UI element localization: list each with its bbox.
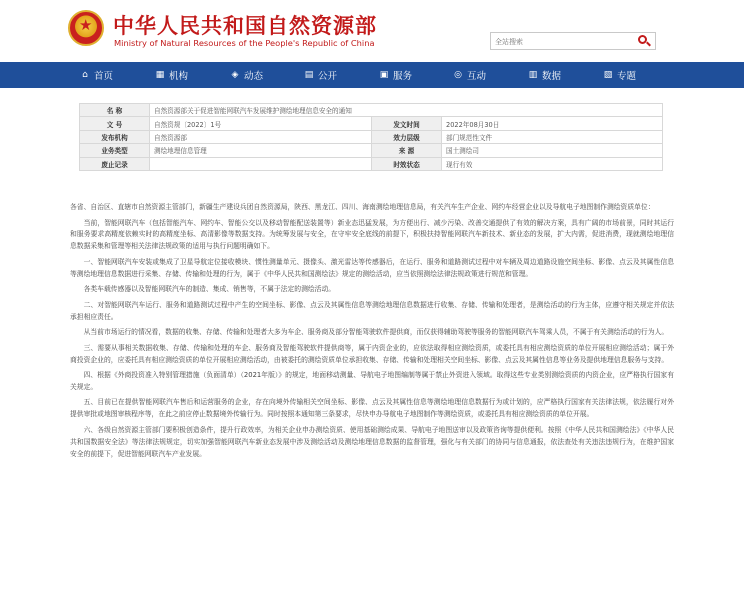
nav-item-label: 公开 [318, 71, 338, 82]
abolish-value [150, 157, 372, 170]
chart-icon: ▥ [528, 70, 538, 80]
nav-item-label: 互动 [467, 71, 487, 82]
nav-item-label: 专题 [617, 71, 637, 82]
search-input[interactable] [495, 35, 625, 48]
body-paragraph: 三、需要从事相关数据收集、存储、传输和处理的车企、服务商及智能驾驶软件提供商等，属于内资企业的，应依法取得相应测绘资质，或委托具有相应测绘资质的单位开展相应测绘活动；属于外商投资企业的，应委托具有相应测绘资质的单位开展相应测绘活动，由被委托的测绘资质单位承担收集、存储、传输和处理相关空间坐标、影像、点云及其属性信息等业务及提供地理信息服务与支持。 [70, 343, 674, 364]
table-row [80, 117, 663, 130]
site-subtitle: Ministry of Natural Resources of the People's Republic of China [114, 38, 375, 48]
source-label: 来 源 [372, 144, 442, 157]
addressee-paragraph: 各省、自治区、直辖市自然资源主管部门，新疆生产建设兵团自然资源局，陕西、黑龙江、四川、海南测绘地理信息局，有关汽车生产企业、网约车经营企业以及导航电子地图制作测绘资质单位： [70, 203, 655, 211]
doc-no-value: 自然资规〔2022〕1号 [150, 117, 372, 130]
body-paragraph: 二、对智能网联汽车运行、服务和道路测试过程中产生的空间坐标、影像、点云及其属性信息等测绘地理信息数据进行收集、存储、传输和处理者，是测绘活动的行为主体，应遵守相关规定并依法承担相应责任。 [70, 300, 674, 321]
nav-item-label: 首页 [94, 71, 114, 82]
news-icon: ◈ [231, 70, 239, 80]
table-row [80, 104, 663, 117]
nav-item-label: 数据 [542, 71, 562, 82]
site-header [0, 0, 744, 62]
building-icon: ▦ [155, 70, 165, 80]
body-paragraph: 六、各级自然资源主管部门要积极创造条件，提升行政效率，为相关企业申办测绘资质、使用基础测绘成果、导航电子地图送审以及政策咨询等提供便利。按照《中华人民共和国测绘法》《中华人民共和国数据安全法》等法律法规规定，切实加强智能网联汽车新业态发展中涉及测绘活动及测绘地理信息数据的监督管理，强化与有关部门的协同与信息通报，依法查处有关违法违规行为，在维护国家安全的前提下，促进智能网联汽车产业发展。 [70, 425, 674, 458]
issuer-value: 自然资源部 [150, 130, 372, 143]
national-emblem-icon[interactable] [68, 10, 104, 46]
body-paragraph: 四、根据《外商投资准入特别管理措施（负面清单）（2021年版）》的规定，地面移动测量、导航电子地图编制等属于禁止外资进入领域。取得这些专业类别测绘资质的内资企业，应严格执行国家有关规定。 [70, 371, 674, 391]
nav-item-news[interactable] [230, 62, 263, 88]
name-label: 名 称 [80, 104, 150, 117]
table-row [80, 130, 663, 143]
nav-item-label: 动态 [244, 71, 264, 82]
home-icon: ⌂ [82, 70, 88, 80]
body-paragraph: 一、智能网联汽车安装或集成了卫星导航定位接收模块、惯性测量单元、摄像头、激光雷达等传感器后，在运行、服务和道路测试过程中对车辆及周边道路设施空间坐标、影像、点云及其属性信息等测绘地理信息数据进行采集、存储、传输和处理的行为，属于《中华人民共和国测绘法》规定的测绘活动，应当依照测绘法律法规政策进行规范和管理。 [70, 257, 674, 278]
search-box [490, 32, 656, 50]
date-label: 发文时间 [372, 117, 442, 130]
name-value: 自然资源部关于促进智能网联汽车发展维护测绘地理信息安全的通知 [150, 104, 663, 117]
status-value: 现行有效 [442, 157, 663, 170]
validity-value: 部门规范性文件 [442, 130, 663, 143]
document-info-table [79, 103, 663, 171]
abolish-label: 废止记录 [80, 157, 150, 170]
issuer-label: 发布机构 [80, 130, 150, 143]
nav-item-topics[interactable] [603, 62, 636, 88]
main-nav [0, 62, 744, 88]
doc-no-label: 文 号 [80, 117, 150, 130]
validity-label: 效力层级 [372, 130, 442, 143]
table-row [80, 144, 663, 157]
status-label: 时效状态 [372, 157, 442, 170]
site-title[interactable]: 中华人民共和国自然资源部 [113, 14, 377, 38]
body-paragraph: 各类车载传感器以及智能网联汽车的制造、集成、销售等，不属于法定的测绘活动。 [83, 285, 336, 294]
service-icon: ▣ [379, 70, 389, 80]
body-paragraph: 从当前市场运行的情况看，数据的收集、存储、传输和处理者大多为车企、服务商及部分智能驾驶软件提供商，而仅获得辅助驾驶等服务的智能网联汽车驾乘人员，不属于有关测绘活动的行为人。 [83, 328, 669, 337]
table-row [80, 157, 663, 170]
category-value: 测绘地理信息管理 [150, 144, 372, 157]
date-value: 2022年08月30日 [442, 117, 663, 130]
notice-body [70, 202, 674, 464]
nav-item-label: 机构 [169, 71, 189, 82]
document-icon: ▤ [304, 70, 314, 80]
body-paragraph: 当前，智能网联汽车（包括智能汽车、网约车、智能公交以及移动智能配送装置等）新业态迅猛发展，为方便出行、减少污染、改善交通提供了有效的解决方案，具有广阔的市场前景，同时其运行和服务要求高精度依赖实时的高精度坐标、高清影像等数据支持。为统筹发展与安全，在守牢安全底线的前提下，积极扶持智能网联汽车新技术、新业态的发展，扩大内需，促进消费，现就测绘地理信息数据采集和管理等相关法律法规政策的适用与执行问题明确如下。 [70, 218, 674, 251]
nav-item-data[interactable] [528, 62, 561, 88]
body-paragraph: 五、目前已在提供智能网联汽车售后和运营服务的企业，存在向境外传输相关空间坐标、影像、点云及其属性信息等测绘地理信息数据行为或计划的，应严格执行国家有关法律法规，依法履行对外提供审批或地图审核程序等，在此之前应停止数据境外传输行为。同时按照本通知第三条要求，尽快申办导航电子地图制作等测绘资质，或委托具有相应测绘资质的单位开展。 [70, 398, 674, 419]
chat-icon: ◎ [454, 70, 462, 80]
search-button[interactable] [637, 34, 651, 48]
nav-item-institutions[interactable] [155, 62, 188, 88]
nav-item-interaction[interactable] [453, 62, 486, 88]
nav-item-services[interactable] [379, 62, 412, 88]
nav-item-disclosure[interactable] [304, 62, 337, 88]
nav-item-home[interactable] [80, 62, 113, 88]
category-label: 业务类型 [80, 144, 150, 157]
nav-item-label: 服务 [393, 71, 413, 82]
topic-icon: ▧ [603, 70, 613, 80]
source-value: 国土测绘司 [442, 144, 663, 157]
